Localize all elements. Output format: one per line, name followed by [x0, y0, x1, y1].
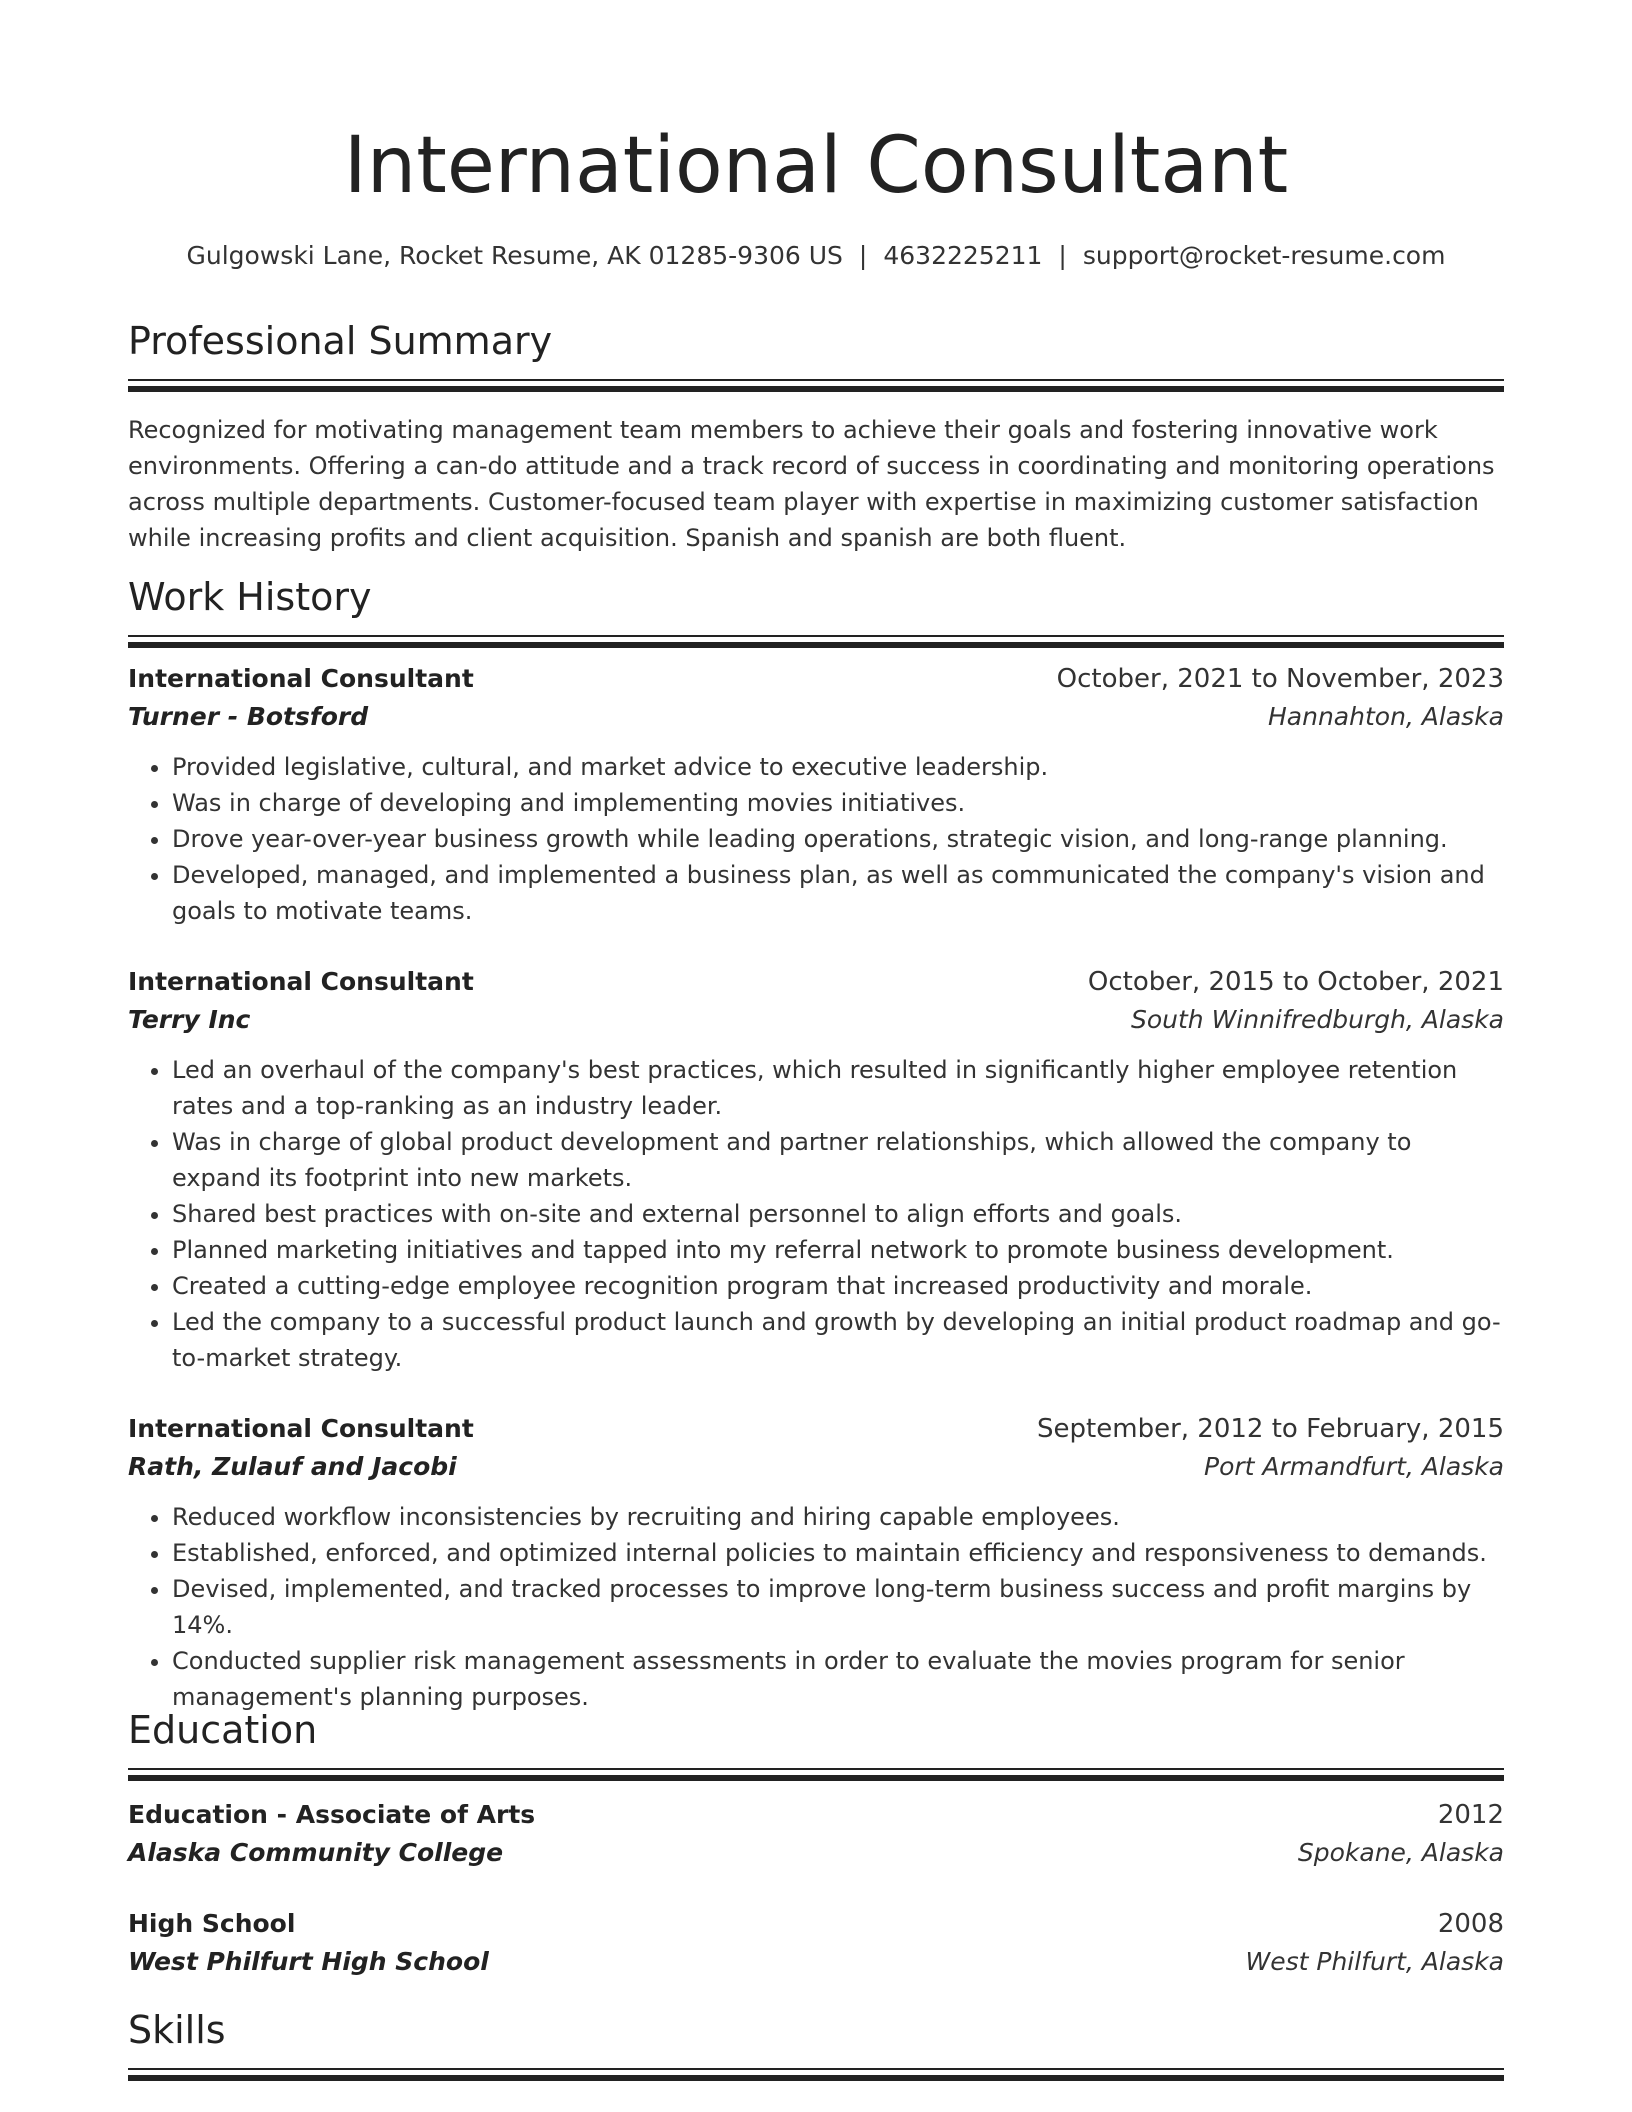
job-bullet: • Devised, implemented, and tracked processes to improve long-term business success and profit margins by 14%. — [172, 1571, 1504, 1643]
contact-line — [128, 238, 1504, 274]
job-bullet: • Established, enforced, and optimized internal policies to maintain efficiency and responsiveness to demands. — [172, 1535, 1504, 1571]
education-degree: High School — [128, 1909, 296, 1938]
job-entry — [128, 964, 1504, 1376]
job-bullet: • Provided legislative, cultural, and market advice to executive leadership. — [172, 749, 1504, 785]
section-divider — [128, 386, 1504, 392]
education-degree: Education - Associate of Arts — [128, 1800, 536, 1829]
work-history-section — [128, 571, 1504, 648]
section-divider — [128, 379, 1504, 381]
section-divider — [128, 2068, 1504, 2070]
job-company: Terry Inc — [128, 1005, 251, 1034]
contact-separator: | — [1058, 241, 1067, 270]
section-divider — [128, 1775, 1504, 1781]
education-header-row — [128, 1906, 1504, 1942]
job-bullet: • Led an overhaul of the company's best practices, which resulted in significantly higher employee retention rates and a top-ranking as an industry leader. — [172, 1052, 1504, 1124]
job-company: Rath, Zulauf and Jacobi — [128, 1452, 457, 1481]
education-year: 2008 — [1437, 1909, 1504, 1939]
job-bullet: • Reduced workflow inconsistencies by recruiting and hiring capable employees. — [172, 1499, 1504, 1535]
education-school: West Philfurt High School — [128, 1947, 489, 1976]
job-bullet: • Developed, managed, and implemented a business plan, as well as communicated the company's vision and goals to motivate teams. — [172, 857, 1504, 929]
summary-text: Recognized for motivating management team members to achieve their goals and fostering innovative work environments. Offering a can-do attitude and a track record of success in coordinating and monitoring operations across multiple departments. Customer-focused team player with expertise in maximizing customer satisfaction while increasing profits and client acquisition. Spanish and spanish are both fluent. — [128, 416, 1495, 552]
job-bullet: • Shared best practices with on-site and external personnel to align efforts and goals. — [172, 1196, 1504, 1232]
job-bullet: • Led the company to a successful product launch and growth by developing an initial product roadmap and go-to-market strategy. — [172, 1304, 1504, 1376]
job-title: International Consultant — [128, 967, 474, 996]
section-title: Work History — [128, 575, 372, 619]
job-dates: September, 2012 to February, 2015 — [1037, 1414, 1504, 1444]
job-location: Hannahton, Alaska — [1268, 702, 1504, 731]
job-bullets — [128, 1499, 1504, 1715]
education-school: Alaska Community College — [128, 1838, 504, 1867]
job-location: Port Armandfurt, Alaska — [1204, 1452, 1504, 1481]
summary-section — [128, 315, 1504, 556]
education-location: West Philfurt, Alaska — [1245, 1947, 1504, 1976]
education-header-row — [128, 1797, 1504, 1833]
job-entry — [128, 1411, 1504, 1715]
job-header-row — [128, 964, 1504, 1000]
job-company-row — [128, 1000, 1504, 1040]
section-divider — [128, 2075, 1504, 2081]
contact-address: Gulgowski Lane, Rocket Resume, AK 01285-9306 US — [186, 241, 843, 270]
job-company-row — [128, 697, 1504, 737]
section-divider — [128, 642, 1504, 648]
section-title: Skills — [128, 2008, 226, 2052]
job-bullets — [128, 1052, 1504, 1376]
skills-section — [128, 2004, 1504, 2081]
job-header-row — [128, 661, 1504, 697]
education-section — [128, 1704, 1504, 1781]
contact-separator: | — [858, 241, 868, 270]
education-entry — [128, 1797, 1504, 1873]
job-bullet: • Was in charge of developing and implementing movies initiatives. — [172, 785, 1504, 821]
job-entry — [128, 661, 1504, 929]
job-company-row — [128, 1447, 1504, 1487]
job-bullet: • Planned marketing initiatives and tapped into my referral network to promote business development. — [172, 1232, 1504, 1268]
job-bullet: • Was in charge of global product development and partner relationships, which allowed the company to expand its footprint into new markets. — [172, 1124, 1504, 1196]
section-title: Education — [128, 1708, 318, 1752]
job-bullets — [128, 749, 1504, 929]
education-location: Spokane, Alaska — [1297, 1838, 1504, 1867]
education-school-row — [128, 1942, 1504, 1982]
job-company: Turner - Botsford — [128, 702, 369, 731]
job-location: South Winnifredburgh, Alaska — [1130, 1005, 1504, 1034]
education-year: 2012 — [1437, 1800, 1504, 1830]
job-title: International Consultant — [128, 1414, 474, 1443]
job-bullet: • Conducted supplier risk management assessments in order to evaluate the movies program for senior management's planning purposes. — [172, 1643, 1504, 1715]
contact-email[interactable]: support@rocket-resume.com — [1082, 241, 1446, 270]
job-title: International Consultant — [128, 664, 474, 693]
job-dates: October, 2021 to November, 2023 — [1056, 664, 1504, 694]
education-entry — [128, 1906, 1504, 1982]
job-dates: October, 2015 to October, 2021 — [1087, 967, 1504, 997]
contact-phone: 4632225211 — [883, 241, 1043, 270]
section-divider — [128, 635, 1504, 637]
job-bullet: • Created a cutting-edge employee recognition program that increased productivity and morale. — [172, 1268, 1504, 1304]
job-bullet: • Drove year-over-year business growth while leading operations, strategic vision, and long-range planning. — [172, 821, 1504, 857]
section-title: Professional Summary — [128, 319, 553, 363]
resume-name: International Consultant — [343, 121, 1289, 211]
section-divider — [128, 1768, 1504, 1770]
education-school-row — [128, 1833, 1504, 1873]
job-header-row — [128, 1411, 1504, 1447]
